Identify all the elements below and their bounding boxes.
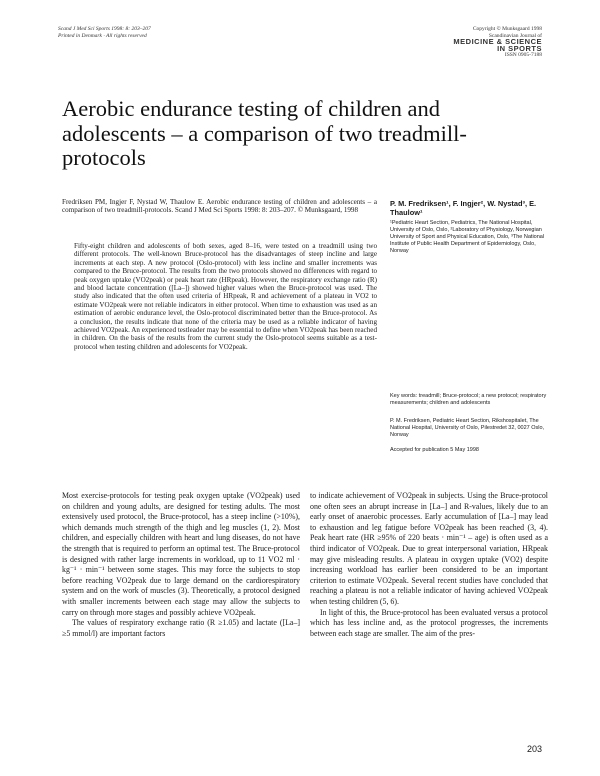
- copyright-line-2: Scandinavian Journal of: [488, 32, 542, 39]
- body-column-left: [62, 491, 300, 639]
- copyright-line-1: Copyright © Munksgaard 1998: [472, 26, 542, 32]
- correspondence: P. M. Fredriksen, Pediatric Heart Section, Rikshospitalet, The National Hospital, University of Oslo, Pilestredet 32, 0027 Oslo, Norway: [390, 418, 545, 438]
- journal-line-1: Scand J Med Sci Sports 1998: 8: 203–207: [58, 26, 151, 32]
- paragraph: The values of respiratory exchange ratio (R ≥1.05) and lactate ([La–] ≥5 mmol/l) are important factors: [62, 618, 300, 638]
- journal-line-2: Printed in Denmark · All rights reserved: [58, 33, 147, 39]
- authors: P. M. Fredriksen¹, F. Ingjer², W. Nystad³, E. Thaulow¹: [390, 199, 537, 217]
- journal-name-line-1: MEDICINE & SCIENCE: [453, 37, 542, 46]
- paragraph: to indicate achievement of VO2peak in subjects. Using the Bruce-protocol one often sees an abrupt increase in [La–] and R-values, likely due to an early onset of anaerobic processes. Early accumulation of [La–] may lead to exhaustion and leg fatigue before VO2peak has been reached (3, 4). Peak heart rate (HR ≥95% of 220 beats · min⁻¹ – age) is often used as a third indicator of VO2peak. Due to great interpersonal variation, HRpeak may give misleading results. A plateau in oxygen uptake (VO2) despite increasing workload has earlier been considered to be an important criterion to estimate VO2peak. Several recent studies have concluded that reaching a plateau is not a reliable indicator of having achieved VO2peak when testing children (5, 6).: [310, 491, 548, 606]
- accepted-date: Accepted for publication 5 May 1998: [390, 447, 479, 453]
- abstract: Fifty-eight children and adolescents of both sexes, aged 8–16, were tested on a treadmill using two different protocols. The well-known Bruce-protocol has the disadvantages of steep incline and large increments at each step. A new protocol (Oslo-protocol) with less incline and smaller increments was compared to the Bruce-protocol. The results from the two protocols showed no differences with regard to peak oxygen uptake (VO2peak) or peak heart rate (HRpeak). However, the respiratory exchange ratio (R) and blood lactate concentration ([La–]) showed higher values when the Bruce-protocol was used. The study also indicated that the often used criteria of HRpeak, R and achievement of a plateau in VO2 to estimate VO2peak were not reliable indicators in either protocol. When time to exhaustion was used as an estimation of aerobic endurance level, the Oslo-protocol discriminated better than the Bruce-protocol. As a conclusion, the results indicate that none of the criteria may be used as a reliable indicator of having achieved VO2peak. An experienced testleader may be essential to define when VO2peak has been reached in children. On the basis of the results from the current study the Oslo-protocol seems suitable as a test-protocol when testing children and adolescents for VO2peak.: [74, 242, 377, 351]
- body-column-right: [310, 491, 548, 639]
- citation: Fredriksen PM, Ingjer F, Nystad W, Thaulow E. Aerobic endurance testing of children and adolescents – a comparison of two treadmill-protocols. Scand J Med Sci Sports 1998: 8: 203–207. © Munksgaard, 1998: [62, 198, 377, 215]
- paragraph: Most exercise-protocols for testing peak oxygen uptake (VO2peak) used on children and young adults, are designed for testing adults. The most extensively used protocol, the Bruce-protocol, has a steep incline (>10%), which demands much strength of the thigh and leg muscles (1, 2). Most children, and especially children with heart and lung diseases, do not have the strength that is required to perform an optimal test. The Bruce-protocol is designed with rather large increments in workload, up to 11 VO2 ml · kg⁻¹ · min⁻¹ between some stages. This may force the subjects to stop before reaching VO2peak due to large demand on the cardiorespiratory system and on the work of muscles (3). Theoretically, a protocol designed with smaller increments between each stage may allow the subjects to carry on through more stages and possibly achieve VO2peak.: [62, 491, 300, 617]
- article-title: Aerobic endurance testing of children and adolescents – a comparison of two treadmill-protocols: [62, 96, 467, 170]
- copyright-block: [392, 26, 542, 59]
- journal-reference: [58, 26, 151, 40]
- journal-name-line-2: IN SPORTS: [497, 43, 542, 53]
- page-number: 203: [526, 744, 542, 754]
- affiliations: ¹Pediatric Heart Section, Pediatrics, The National Hospital, University of Oslo, Oslo, ²Laboratory of Physiology, Norwegian University of Sport and Physical Education, Oslo, ³The National Institute of Public Health Department of Epidemiology, Oslo, Norway: [390, 220, 545, 254]
- issn: ISSN 0905-7188: [504, 52, 542, 58]
- paragraph: In light of this, the Bruce-protocol has been evaluated versus a protocol which has less incline and, as the protocol progresses, the increments between each stage are smaller. The aim of the pres-: [310, 607, 548, 638]
- keywords: Key words: treadmill; Bruce-protocol; a new protocol; respiratory measurements; children and adolescents: [390, 393, 547, 406]
